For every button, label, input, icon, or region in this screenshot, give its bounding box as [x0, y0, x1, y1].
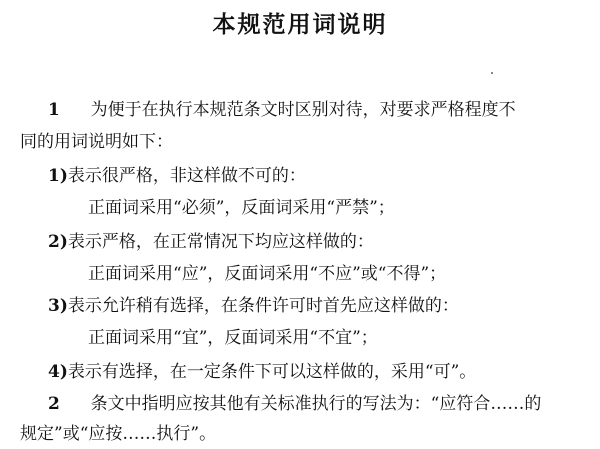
clause-2-line-1	[48, 394, 541, 414]
item-description: 表示很严格，非这样做不可的：	[67, 166, 306, 186]
item-description: 表示严格，在正常情况下均应这样做的：	[67, 232, 374, 252]
item-words: 正面词采用“应”，反面词采用“不应”或“不得”；	[88, 264, 447, 284]
list-item-1	[48, 166, 306, 186]
clause-1-line-2	[20, 132, 173, 152]
clause-number: 2	[48, 394, 60, 414]
item-description: 表示有选择，在一定条件下可以这样做的，采用“可”。	[67, 362, 477, 382]
item-marker: 1)	[48, 166, 68, 186]
page-title: 本规范用词说明	[212, 12, 388, 38]
item-words: 正面词采用“宜”，反面词采用“不宜”；	[88, 328, 378, 348]
clause-text: 同的用词说明如下：	[20, 132, 173, 152]
list-item-2-words	[88, 264, 446, 284]
clause-text: 为便于在执行本规范条文时区别对待，对要求严格程度不	[90, 100, 516, 120]
clause-1-line-1	[48, 100, 516, 120]
list-item-3-words	[88, 328, 378, 348]
item-description: 表示允许稍有选择，在条件许可时首先应这样做的：	[67, 296, 459, 316]
item-marker: 2)	[48, 232, 68, 252]
clause-text: 条文中指明应按其他有关标准执行的写法为：“应符合……的	[90, 394, 542, 414]
clause-number: 1	[48, 100, 60, 120]
clause-2-line-2	[20, 424, 216, 444]
clause-text: 规定”或“应按……执行”。	[20, 424, 217, 444]
list-item-3	[48, 296, 459, 316]
item-marker: 3)	[48, 296, 68, 316]
list-item-4	[48, 362, 476, 382]
list-item-1-words	[88, 198, 395, 218]
scan-speck	[491, 72, 493, 74]
list-item-2	[48, 232, 374, 252]
item-words: 正面词采用“必须”，反面词采用“严禁”；	[88, 198, 395, 218]
item-marker: 4)	[48, 362, 68, 382]
